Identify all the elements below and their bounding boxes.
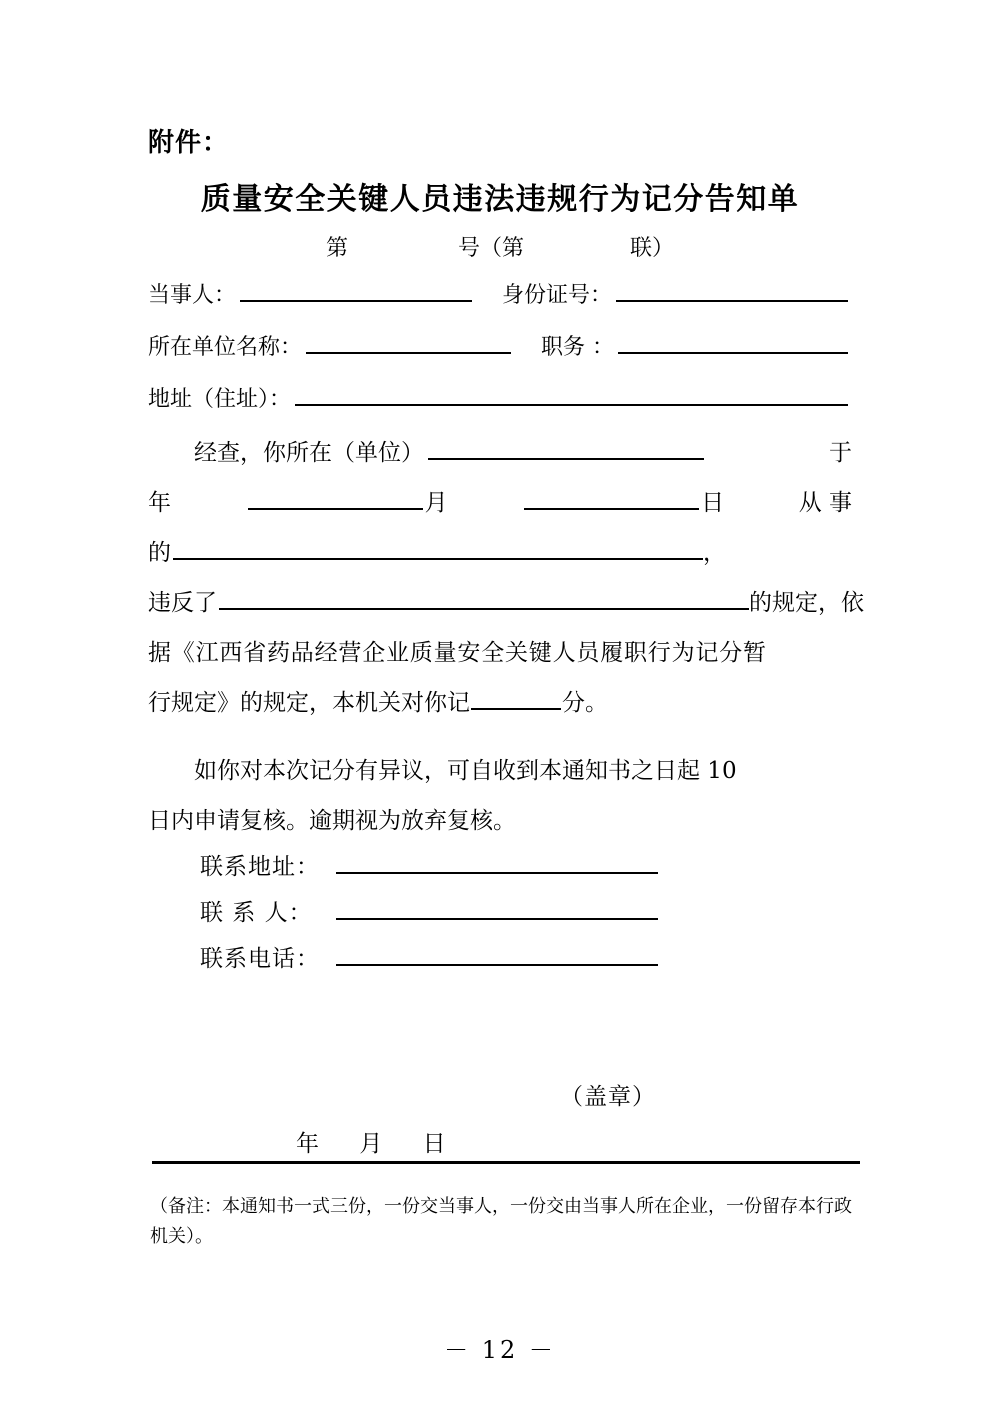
score-post-text: 分。: [562, 690, 608, 716]
contact-address-label: 联系地址：: [200, 854, 320, 880]
footnote-text: （备注：本通知书一式三份，一份交当事人，一份交由当事人所在企业，一份留存本行政机关）。: [150, 1196, 852, 1247]
address-input-blank[interactable]: [295, 384, 848, 406]
score-blank[interactable]: [471, 686, 561, 710]
appeal-line-1: [148, 746, 852, 796]
investigation-at: 于: [829, 440, 852, 466]
violated-rule-blank[interactable]: [219, 586, 749, 610]
paragraph-appeal: [148, 746, 852, 846]
address-label: 地址（住址）：: [148, 387, 292, 412]
field-row-contact-person: [200, 896, 658, 928]
investigation-line-2: [148, 478, 852, 528]
investigation-line-3: [148, 528, 852, 578]
appeal-line-1-text: 如你对本次记分有异议，可自收到本通知书之日起 10: [194, 758, 737, 784]
violated-tail: 的规定，依: [749, 590, 864, 616]
serial-copy-suffix: 联）: [630, 236, 675, 261]
page-title: 质量安全关键人员违法违规行为记分告知单: [200, 182, 800, 217]
violated-label: 违反了: [148, 590, 217, 616]
serial-prefix: 第: [325, 236, 348, 261]
label-month: 月: [424, 490, 448, 516]
violation-line-2: 据《江西省药品经营企业质量安全关键人员履职行为记分暂: [148, 640, 767, 666]
label-day: 日: [701, 490, 725, 516]
label-year: 年: [148, 490, 171, 516]
contact-phone-label: 联系电话：: [200, 946, 320, 972]
investigation-lead: 经查，你所在（单位）: [194, 440, 424, 466]
footer-divider: [152, 1161, 860, 1164]
field-row-address: [148, 384, 852, 413]
contact-person-label: 联 系 人：: [200, 900, 313, 926]
field-row-contact-address: [200, 850, 658, 882]
serial-number-suffix: 号（第: [457, 236, 524, 261]
party-label: 当事人：: [148, 283, 237, 308]
month-blank[interactable]: [248, 486, 423, 510]
position-input-blank[interactable]: [618, 332, 848, 354]
trailing-comma: ，: [703, 540, 726, 566]
page-number: － 12 －: [444, 1336, 556, 1364]
label-engaged: 从 事: [798, 490, 852, 516]
id-number-input-blank[interactable]: [616, 280, 848, 302]
field-row-party: [148, 280, 852, 309]
appeal-line-2: 日内申请复核。逾期视为放弃复核。: [148, 808, 516, 834]
attachment-label: 附件：: [148, 128, 230, 158]
signature-date-line: [296, 1125, 479, 1158]
score-pre-text: 行规定》的规定，本机关对你记: [148, 690, 470, 716]
field-row-contact-phone: [200, 942, 658, 974]
contact-person-input-blank[interactable]: [336, 896, 658, 920]
position-label: 职务 ：: [541, 335, 615, 360]
contact-address-input-blank[interactable]: [336, 850, 658, 874]
day-blank[interactable]: [524, 486, 699, 510]
seal-placeholder: （盖章）: [560, 1084, 656, 1110]
act-description-blank[interactable]: [173, 536, 703, 560]
field-row-unit: [148, 332, 852, 361]
investigation-unit-blank[interactable]: [428, 436, 704, 460]
unit-name-input-blank[interactable]: [306, 332, 511, 354]
date-day-label: 日: [422, 1131, 446, 1157]
id-number-label: 身份证号：: [502, 283, 613, 308]
label-of: 的: [148, 540, 171, 566]
paragraph-indent: [148, 428, 194, 478]
unit-name-label: 所在单位名称：: [148, 335, 303, 360]
violation-line-1: [148, 578, 864, 628]
violation-line-3: [148, 678, 852, 728]
contact-phone-input-blank[interactable]: [336, 942, 658, 966]
party-input-blank[interactable]: [240, 280, 472, 302]
date-month-label: 月: [359, 1131, 383, 1157]
serial-number-line: [0, 235, 1000, 263]
date-year-label: 年: [296, 1131, 319, 1157]
paragraph-violation: [148, 578, 864, 728]
investigation-line-1: [148, 428, 852, 478]
paragraph-investigation: [148, 428, 852, 578]
